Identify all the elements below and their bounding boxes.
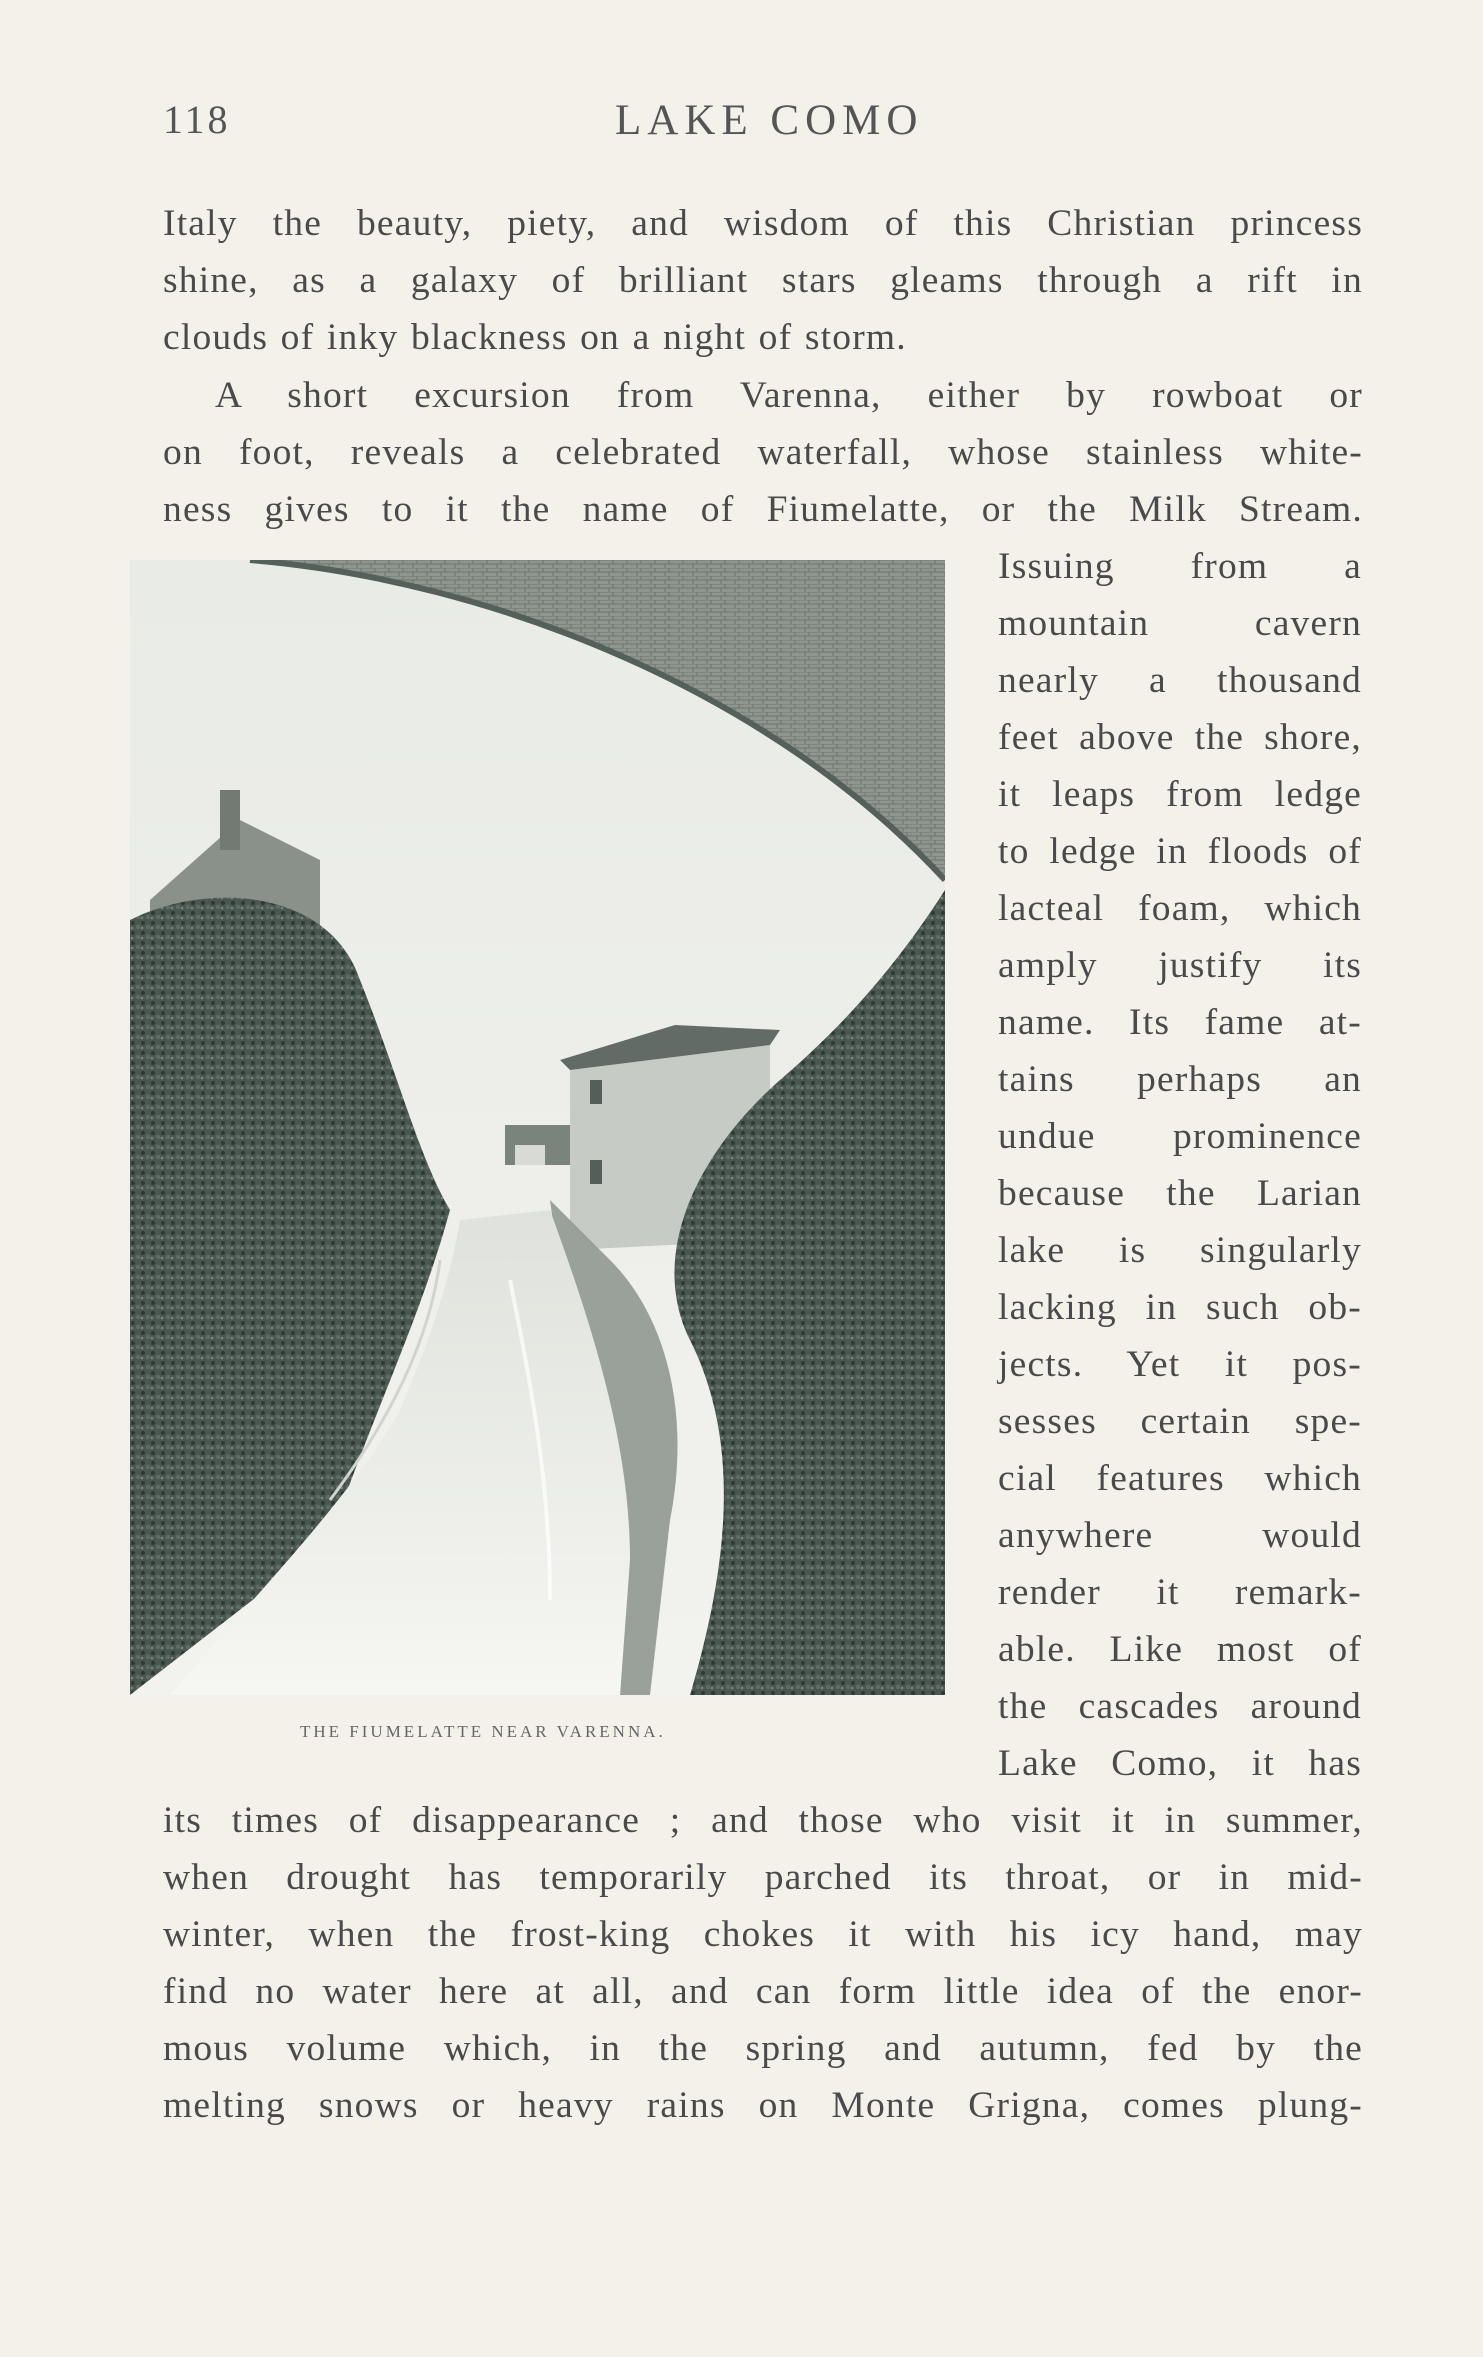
text-line: because the Larian — [998, 1173, 1362, 1214]
text-line: Issuing from a — [998, 546, 1362, 587]
text-line: mous volume which, in the spring and autumn, fed by the — [163, 2028, 1363, 2069]
text-line: on foot, reveals a celebrated waterfall, whose stainless white- — [163, 432, 1363, 473]
text-line: jects. Yet it pos- — [998, 1344, 1362, 1385]
text-line: it leaps from ledge — [998, 774, 1362, 815]
text-line: A short excursion from Varenna, either by rowboat or — [215, 375, 1363, 416]
text-line: its times of disappearance ; and those who visit it in summer, — [163, 1800, 1363, 1841]
text-line: the cascades around — [998, 1686, 1362, 1727]
text-line: cial features which — [998, 1458, 1362, 1499]
page-number: 118 — [163, 97, 231, 142]
text-line: clouds of inky blackness on a night of storm. — [163, 317, 907, 358]
text-line: find no water here at all, and can form little idea of the enor- — [163, 1971, 1363, 2012]
running-title: LAKE COMO — [615, 97, 924, 144]
text-line: undue prominence — [998, 1116, 1362, 1157]
text-line: when drought has temporarily parched its throat, or in mid- — [163, 1857, 1363, 1898]
text-line: Italy the beauty, piety, and wisdom of this Christian princess — [163, 203, 1363, 244]
text-line: mountain cavern — [998, 603, 1362, 644]
text-line: nearly a thousand — [998, 660, 1362, 701]
text-line: ness gives to it the name of Fiumelatte, or the Milk Stream. — [163, 489, 1363, 530]
text-line: amply justify its — [998, 945, 1362, 986]
page-header — [163, 96, 1363, 156]
figure-caption: THE FIUMELATTE NEAR VARENNA. — [300, 1722, 666, 1741]
text-line: anywhere would — [998, 1515, 1362, 1556]
text-line: feet above the shore, — [998, 717, 1362, 758]
text-line: render it remark- — [998, 1572, 1362, 1613]
text-line: shine, as a galaxy of brilliant stars gleams through a rift in — [163, 260, 1363, 301]
waterfall-illustration — [130, 560, 945, 1695]
text-line: lake is singularly — [998, 1230, 1362, 1271]
text-line: tains perhaps an — [998, 1059, 1362, 1100]
text-line: sesses certain spe- — [998, 1401, 1362, 1442]
text-line: winter, when the frost-king chokes it with his icy hand, may — [163, 1914, 1363, 1955]
text-line: to ledge in floods of — [998, 831, 1362, 872]
text-line: able. Like most of — [998, 1629, 1362, 1670]
text-line: Lake Como, it has — [998, 1743, 1362, 1784]
text-line: name. Its fame at- — [998, 1002, 1362, 1043]
text-line: lacteal foam, which — [998, 888, 1362, 929]
text-line: melting snows or heavy rains on Monte Grigna, comes plung- — [163, 2085, 1363, 2126]
text-line: lacking in such ob- — [998, 1287, 1362, 1328]
